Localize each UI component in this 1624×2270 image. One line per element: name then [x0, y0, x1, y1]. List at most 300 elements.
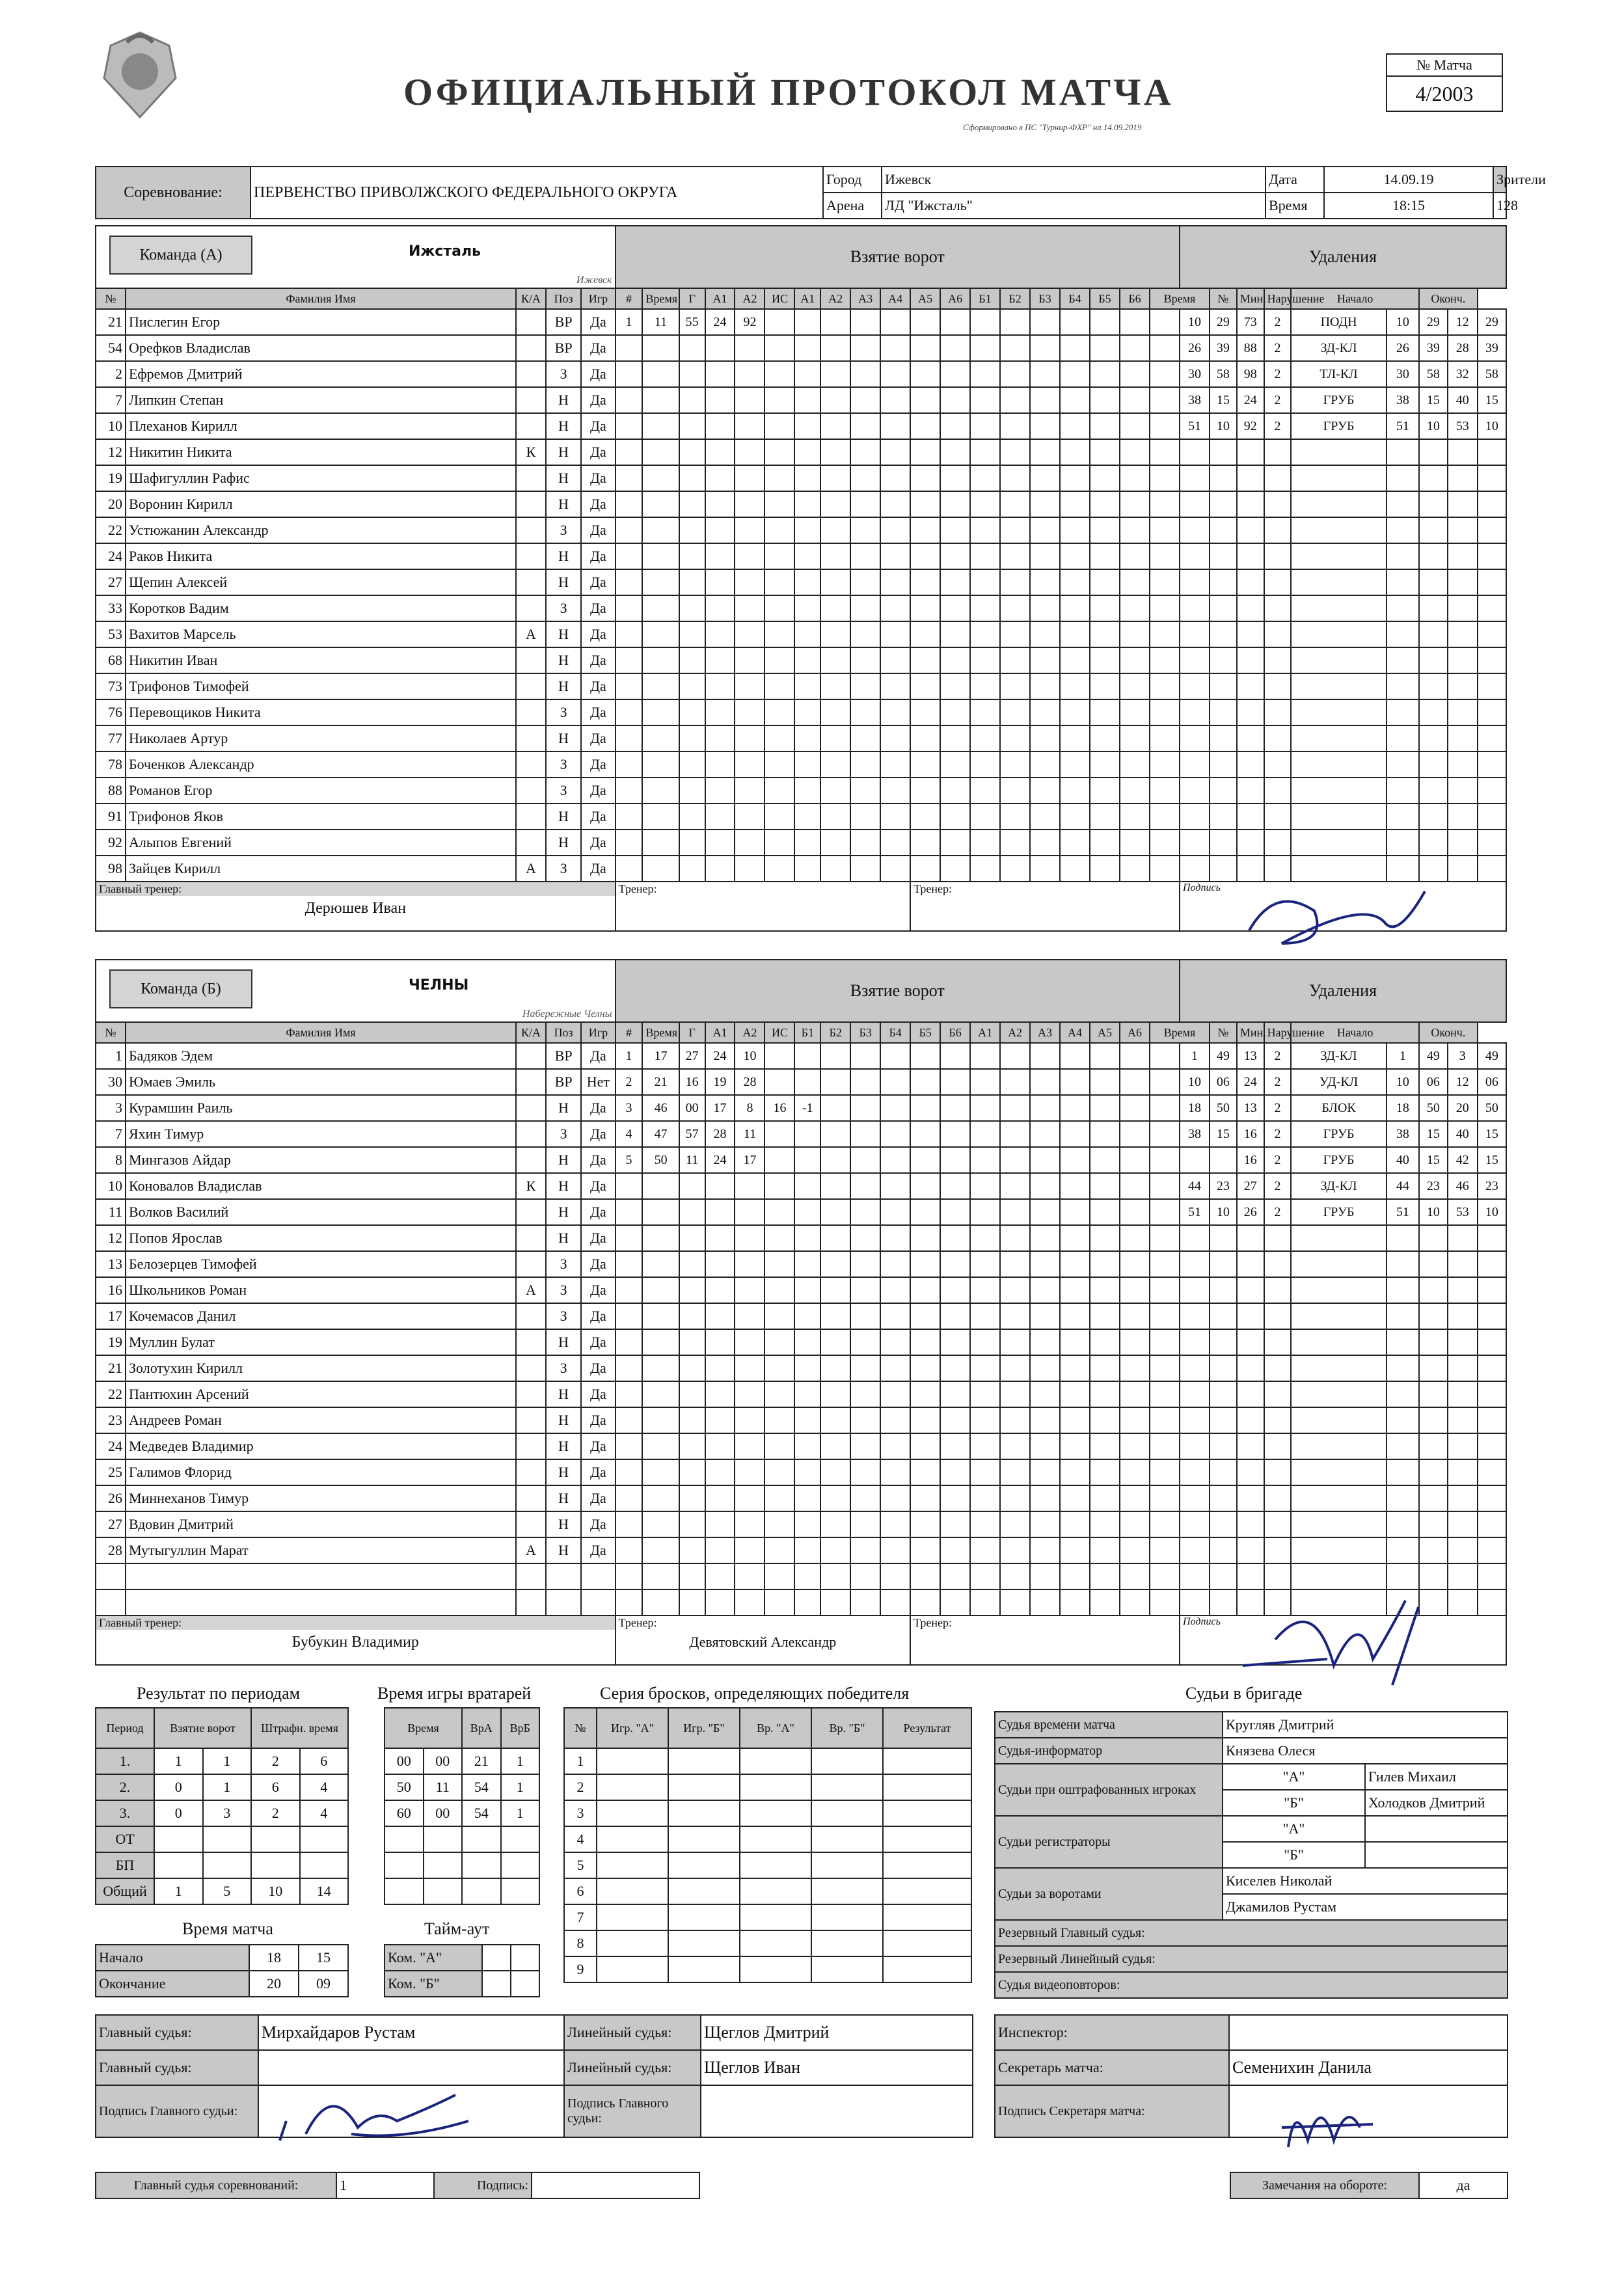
goal-extra-cell — [850, 725, 880, 751]
goal-extra-cell — [880, 1485, 910, 1511]
goal-cell — [794, 335, 820, 361]
penalty-cell — [1264, 751, 1292, 777]
penalty-cell — [1387, 725, 1419, 751]
goal-extra-cell — [850, 1381, 880, 1407]
period-cell — [154, 1852, 203, 1878]
goal-extra-cell — [1060, 491, 1090, 517]
penalty-cell — [1264, 439, 1292, 465]
goal-cell: 2 — [616, 1069, 643, 1095]
player-position: Н — [546, 1329, 581, 1355]
penalty-cell — [1478, 1355, 1506, 1381]
goal-cell — [616, 1485, 643, 1511]
penalty-cell: ЗД-КЛ — [1291, 1043, 1386, 1069]
goal-extra-cell — [940, 595, 970, 621]
goal-extra-cell — [1090, 1485, 1120, 1511]
column-header: Нарушение — [1264, 1022, 1292, 1043]
goal-extra-cell — [1090, 517, 1120, 543]
goal-extra-cell — [1090, 465, 1120, 491]
goal-extra-cell — [1060, 1251, 1090, 1277]
goal-extra-cell — [1090, 491, 1120, 517]
player-number: 76 — [96, 699, 126, 725]
penalty-cell — [1448, 830, 1478, 856]
penalty-cell — [1448, 804, 1478, 830]
goal-extra-cell — [1090, 1069, 1120, 1095]
goal-extra-cell — [970, 1303, 1000, 1329]
player-played: Да — [581, 517, 615, 543]
penalty-cell: 42 — [1448, 1147, 1478, 1173]
goal-extra-cell — [970, 725, 1000, 751]
goal-cell — [765, 856, 794, 882]
goal-extra-cell — [1090, 309, 1120, 335]
goal-extra-cell — [1090, 1459, 1120, 1485]
column-header: Фамилия Имя — [126, 1022, 516, 1043]
goal-extra-cell — [970, 1433, 1000, 1459]
goal-extra-cell — [940, 1485, 970, 1511]
goal-cell — [765, 777, 794, 804]
penalty-cell — [1180, 725, 1210, 751]
penalty-cell: 98 — [1237, 361, 1264, 387]
penalty-ref-b-tag: "Б" — [1223, 1790, 1365, 1816]
penalty-cell — [1264, 1303, 1292, 1329]
penalty-cell — [1210, 1537, 1237, 1563]
penalty-cell — [1387, 517, 1419, 543]
goal-extra-cell — [880, 1199, 910, 1225]
goal-cell: 46 — [642, 1095, 679, 1121]
column-header: Оконч. — [1419, 1022, 1478, 1043]
period-cell: ОТ — [96, 1826, 154, 1852]
column-header: Б3 — [1030, 288, 1060, 309]
penalty-cell — [1387, 1537, 1419, 1563]
penalty-cell — [1387, 699, 1419, 725]
goal-cell — [765, 1433, 794, 1459]
player-position: Н — [546, 830, 581, 856]
table-row — [96, 309, 1506, 335]
goal-extra-cell — [1090, 1251, 1120, 1277]
table-row — [564, 1774, 971, 1800]
time-label: Время — [1265, 193, 1324, 219]
goal-extra-cell — [880, 309, 910, 335]
penalty-cell: 29 — [1210, 309, 1237, 335]
player-played: Да — [581, 387, 615, 413]
penalty-cell — [1237, 1433, 1264, 1459]
goal-cell — [616, 777, 643, 804]
penalty-cell — [1291, 543, 1386, 569]
goal-extra-cell — [970, 335, 1000, 361]
goal-extra-cell — [910, 439, 940, 465]
shootout-cell — [811, 1800, 883, 1826]
goal-cell — [794, 361, 820, 387]
goal-extra-cell — [1090, 1537, 1120, 1563]
penalty-cell — [1478, 699, 1506, 725]
goal-extra-cell — [850, 1199, 880, 1225]
goal-cell — [679, 804, 705, 830]
goal-extra-cell — [1030, 1069, 1060, 1095]
player-ka — [516, 647, 546, 673]
player-number: 77 — [96, 725, 126, 751]
goal-cell — [616, 1251, 643, 1277]
penalty-cell — [1448, 725, 1478, 751]
penalty-cell — [1264, 777, 1292, 804]
shootout-number: 7 — [564, 1904, 597, 1930]
goal-extra-cell — [880, 1355, 910, 1381]
penalty-cell — [1264, 1277, 1292, 1303]
goal-extra-cell — [820, 1121, 850, 1147]
penalty-cell — [1264, 1329, 1292, 1355]
goalie-cell: 54 — [462, 1774, 501, 1800]
goal-extra-cell — [820, 1303, 850, 1329]
goal-cell — [616, 413, 643, 439]
goalie-cell — [462, 1878, 501, 1904]
goal-extra-cell — [1060, 777, 1090, 804]
goal-cell — [642, 1407, 679, 1433]
goal-extra-cell — [940, 361, 970, 387]
penalty-cell — [1291, 1537, 1386, 1563]
goal-cell — [765, 1537, 794, 1563]
shootout-cell — [811, 1826, 883, 1852]
penalty-cell — [1210, 569, 1237, 595]
shootout-cell — [668, 1800, 740, 1826]
table-row — [96, 1800, 348, 1826]
player-number: 21 — [96, 309, 126, 335]
goal-extra-cell — [1000, 1355, 1030, 1381]
goal-extra-cell — [1060, 647, 1090, 673]
line-ref-2: Щеглов Иван — [701, 2050, 973, 2085]
player-played: Да — [581, 1277, 615, 1303]
goal-extra-cell — [1090, 1355, 1120, 1381]
player-name: Пислегин Егор — [126, 309, 516, 335]
goal-extra-cell — [1150, 361, 1180, 387]
time: 18:15 — [1324, 193, 1493, 219]
penalty-cell — [1264, 1407, 1292, 1433]
shootout-number: 1 — [564, 1748, 597, 1774]
player-name: Орефков Владислав — [126, 335, 516, 361]
penalty-cell: 15 — [1419, 1147, 1448, 1173]
goal-extra-cell — [1120, 647, 1150, 673]
period-cell: 10 — [251, 1878, 300, 1904]
goal-extra-cell — [850, 1173, 880, 1199]
player-position: Н — [546, 491, 581, 517]
goal-extra-cell — [910, 517, 940, 543]
penalty-cell — [1210, 804, 1237, 830]
player-played: Да — [581, 647, 615, 673]
player-name: Золотухин Кирилл — [126, 1355, 516, 1381]
goal-extra-cell — [1000, 1121, 1030, 1147]
player-ka — [516, 830, 546, 856]
goal-cell — [642, 1199, 679, 1225]
goal-cell — [616, 1537, 643, 1563]
penalty-cell — [1210, 673, 1237, 699]
player-ka — [516, 1121, 546, 1147]
shootout-cell — [740, 1826, 811, 1852]
period-cell — [300, 1852, 349, 1878]
shootout-cell — [597, 1878, 668, 1904]
goal-cell — [616, 569, 643, 595]
column-header: А3 — [1030, 1022, 1060, 1043]
goal-extra-cell — [940, 1303, 970, 1329]
goal-cell: 50 — [642, 1147, 679, 1173]
goal-cell — [765, 1459, 794, 1485]
penalty-cell — [1291, 1329, 1386, 1355]
column-header: А4 — [1060, 1022, 1090, 1043]
table-row — [564, 1904, 971, 1930]
goal-extra-cell — [880, 1381, 910, 1407]
goal-extra-cell — [1000, 1147, 1030, 1173]
player-name: Устюжанин Александр — [126, 517, 516, 543]
player-ka — [516, 1199, 546, 1225]
player-number: 33 — [96, 595, 126, 621]
goal-cell — [735, 699, 765, 725]
goal-extra-cell — [820, 1199, 850, 1225]
goal-extra-cell — [1030, 1537, 1060, 1563]
goal-extra-cell — [1000, 1563, 1030, 1589]
goal-extra-cell — [1060, 1147, 1090, 1173]
goal-cell — [765, 387, 794, 413]
match-start-m: 15 — [299, 1945, 348, 1971]
goal-extra-cell — [1030, 361, 1060, 387]
goal-cell — [735, 647, 765, 673]
goal-cell — [735, 413, 765, 439]
penalty-cell — [1264, 1381, 1292, 1407]
goal-cell — [616, 856, 643, 882]
goal-extra-cell — [850, 1407, 880, 1433]
goal-extra-cell — [1150, 699, 1180, 725]
goal-cell — [705, 1485, 735, 1511]
goal-extra-cell — [1000, 1407, 1030, 1433]
goal-cell — [735, 621, 765, 647]
goal-extra-cell — [1150, 1147, 1180, 1173]
goal-cell — [794, 856, 820, 882]
penalty-cell — [1210, 1563, 1237, 1589]
goal-extra-cell — [850, 1459, 880, 1485]
player-number: 26 — [96, 1485, 126, 1511]
goal-extra-cell — [1090, 543, 1120, 569]
penalty-cell — [1180, 1407, 1210, 1433]
refs-table — [994, 1711, 1508, 1999]
column-header: К/А — [516, 1022, 546, 1043]
goal-cell — [642, 569, 679, 595]
shootout-cell — [811, 1904, 883, 1930]
goal-extra-cell — [910, 647, 940, 673]
player-ka — [516, 491, 546, 517]
player-ka — [516, 1095, 546, 1121]
goal-extra-cell — [970, 1355, 1000, 1381]
goal-extra-cell — [910, 543, 940, 569]
column-header: А3 — [850, 288, 880, 309]
timeout-a-label: Ком. "А" — [385, 1945, 482, 1971]
goal-extra-cell — [1060, 1225, 1090, 1251]
penalty-cell — [1210, 856, 1237, 882]
penalty-cell — [1478, 1563, 1506, 1589]
goal-extra-cell — [880, 1563, 910, 1589]
goal-cell — [705, 387, 735, 413]
player-position: Н — [546, 804, 581, 830]
goal-cell: 92 — [735, 309, 765, 335]
goal-cell: 24 — [705, 1147, 735, 1173]
penalty-cell — [1448, 777, 1478, 804]
player-name: Попов Ярослав — [126, 1225, 516, 1251]
goal-extra-cell — [970, 1277, 1000, 1303]
table-row — [96, 1485, 1506, 1511]
penalty-cell — [1210, 1225, 1237, 1251]
shootout-column-header: № — [564, 1708, 597, 1748]
column-header: Б2 — [820, 1022, 850, 1043]
team-roster-table — [95, 959, 1507, 1666]
player-number: 20 — [96, 491, 126, 517]
penalty-cell: 12 — [1448, 1069, 1478, 1095]
goal-extra-cell — [940, 777, 970, 804]
goal-cell — [679, 856, 705, 882]
shootout-cell — [668, 1956, 740, 1982]
goal-extra-cell — [1060, 1381, 1090, 1407]
table-row — [96, 1852, 348, 1878]
goal-extra-cell — [880, 1433, 910, 1459]
period-cell: БП — [96, 1852, 154, 1878]
goal-extra-cell — [970, 804, 1000, 830]
penalty-cell — [1478, 439, 1506, 465]
penalty-cell — [1237, 1225, 1264, 1251]
goal-extra-cell — [910, 1381, 940, 1407]
goal-extra-cell — [880, 335, 910, 361]
goal-extra-cell — [940, 856, 970, 882]
penalty-cell: 58 — [1419, 361, 1448, 387]
goal-cell — [642, 1433, 679, 1459]
signature-coach-a — [1236, 872, 1444, 969]
goal-cell — [735, 1199, 765, 1225]
penalty-cell: 40 — [1448, 387, 1478, 413]
player-played: Да — [581, 777, 615, 804]
penalty-cell — [1210, 621, 1237, 647]
penalty-cell: 2 — [1264, 1173, 1292, 1199]
player-position: ВР — [546, 309, 581, 335]
penalty-cell: 51 — [1387, 1199, 1419, 1225]
penalty-cell — [1419, 491, 1448, 517]
goal-cell — [735, 1277, 765, 1303]
player-position: З — [546, 361, 581, 387]
goal-extra-cell — [1150, 517, 1180, 543]
goal-cell — [705, 543, 735, 569]
player-ka — [516, 1147, 546, 1173]
head-coach-name: Бубукин Владимир — [291, 1634, 419, 1651]
goal-cell — [642, 1485, 679, 1511]
penalty-cell — [1448, 673, 1478, 699]
penalty-cell — [1419, 777, 1448, 804]
goal-cell — [735, 804, 765, 830]
goal-extra-cell — [970, 1459, 1000, 1485]
goal-cell — [735, 361, 765, 387]
player-number: 10 — [96, 1173, 126, 1199]
goal-cell — [735, 1537, 765, 1563]
shootout-cell — [740, 1852, 811, 1878]
main-ref-1: Мирхайдаров Рустам — [258, 2015, 564, 2050]
match-time-title: Время матча — [182, 1919, 273, 1938]
column-header: Б5 — [910, 1022, 940, 1043]
goal-extra-cell — [820, 361, 850, 387]
goal-extra-cell — [850, 1563, 880, 1589]
goal-extra-cell — [820, 1277, 850, 1303]
penalty-cell — [1478, 1303, 1506, 1329]
goal-extra-cell — [880, 1511, 910, 1537]
penalty-cell: 15 — [1478, 1147, 1506, 1173]
penalty-cell — [1180, 1485, 1210, 1511]
goal-cell — [642, 439, 679, 465]
shootout-cell — [740, 1904, 811, 1930]
goal-extra-cell — [1060, 1355, 1090, 1381]
goal-extra-cell — [880, 465, 910, 491]
goal-cell — [765, 309, 794, 335]
penalty-cell: 26 — [1237, 1199, 1264, 1225]
goal-extra-cell — [850, 699, 880, 725]
goal-extra-cell — [1060, 621, 1090, 647]
goal-extra-cell — [1000, 856, 1030, 882]
table-row — [96, 1277, 1506, 1303]
column-header: А2 — [735, 288, 765, 309]
penalty-cell — [1237, 595, 1264, 621]
goal-cell — [794, 751, 820, 777]
penalty-cell — [1210, 1251, 1237, 1277]
goalie-cell: 54 — [462, 1800, 501, 1826]
goal-extra-cell — [1030, 309, 1060, 335]
penalty-cell — [1210, 439, 1237, 465]
penalty-cell — [1291, 491, 1386, 517]
player-position: З — [546, 1121, 581, 1147]
player-played: Да — [581, 1511, 615, 1537]
goal-cell — [765, 413, 794, 439]
penalty-cell — [1180, 830, 1210, 856]
penalty-cell — [1419, 1537, 1448, 1563]
goal-extra-cell — [910, 1511, 940, 1537]
goal-extra-cell — [1060, 1433, 1090, 1459]
table-row — [96, 777, 1506, 804]
goal-extra-cell — [1030, 1043, 1060, 1069]
goal-extra-cell — [1150, 647, 1180, 673]
coach-cell — [616, 1615, 911, 1665]
goal-cell — [642, 1537, 679, 1563]
goal-extra-cell — [1000, 830, 1030, 856]
goal-extra-cell — [940, 1459, 970, 1485]
player-played: Да — [581, 309, 615, 335]
goal-extra-cell — [1090, 1511, 1120, 1537]
goal-cell — [735, 1433, 765, 1459]
coach-name — [619, 896, 908, 900]
player-name: Коротков Вадим — [126, 595, 516, 621]
line-ref-label-2: Линейный судья: — [564, 2050, 701, 2085]
goal-extra-cell — [910, 1095, 940, 1121]
player-name: Перевощиков Никита — [126, 699, 516, 725]
penalty-cell — [1387, 1433, 1419, 1459]
goal-extra-cell — [1120, 1043, 1150, 1069]
goal-extra-cell — [1090, 647, 1120, 673]
penalty-cell: 24 — [1237, 387, 1264, 413]
player-played: Да — [581, 751, 615, 777]
player-name: Николаев Артур — [126, 725, 516, 751]
column-header: Поз — [546, 288, 581, 309]
goal-cell — [679, 621, 705, 647]
goal-extra-cell — [1060, 309, 1090, 335]
goal-cell — [794, 1563, 820, 1589]
penalty-cell — [1448, 543, 1478, 569]
shootout-cell — [811, 1930, 883, 1956]
goal-cell — [705, 621, 735, 647]
player-ka — [516, 725, 546, 751]
goal-extra-cell — [880, 1329, 910, 1355]
penalty-cell — [1448, 1303, 1478, 1329]
player-played: Да — [581, 1251, 615, 1277]
goal-cell — [616, 335, 643, 361]
goal-extra-cell — [1150, 569, 1180, 595]
penalty-cell — [1237, 1381, 1264, 1407]
goal-extra-cell — [820, 1069, 850, 1095]
penalty-cell: 10 — [1210, 413, 1237, 439]
